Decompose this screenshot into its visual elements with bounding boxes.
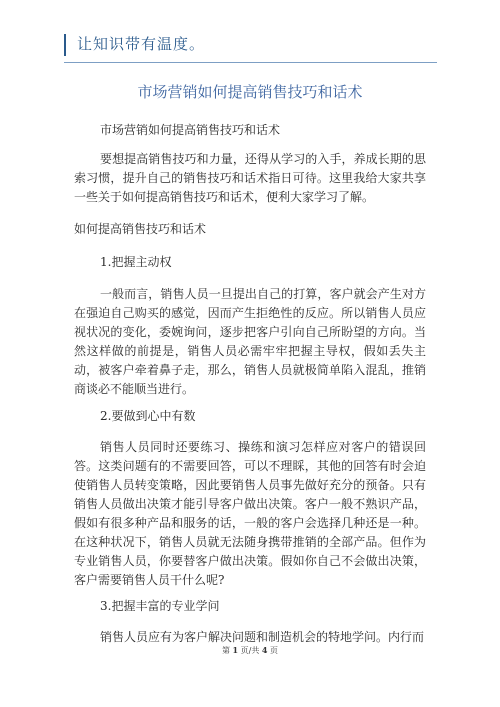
point-2-body: 销售人员同时还要练习、操练和演习怎样应对客户的错误回答。这类问题有的不需要回答，可以不理睬，其他的回答有时会迫使销售人员转变策略，因此要销售人员事先做好充分的预备。只有销售人员做出决策才能引导客户做出决策。客户一般不熟识产品，假如有很多种产品和服务的话，一般的客户会选择几种还是一种。在这种状况下，销售人员就无法随身携带推销的全部产品。但作为专业销售人员，你要替客户做出决策。假如你自己不会做出决策，客户需要销售人员干什么呢? <box>74 440 426 587</box>
footer-suffix: 页 <box>270 646 279 655</box>
page-header <box>0 0 500 64</box>
point-1-heading: 1.把握主动权 <box>100 255 172 269</box>
point-2-heading: 2.要做到心中有数 <box>100 409 196 423</box>
header-slogan: 让知识带有温度。 <box>77 35 206 53</box>
header-divider <box>64 62 437 63</box>
section-heading: 如何提高销售技巧和话术 <box>74 222 207 236</box>
point-3-body: 销售人员应有为客户解决问题和制造机会的特地学问。内行而 <box>100 630 425 644</box>
footer-page-number: 1 <box>232 645 239 655</box>
point-3-heading: 3.把握丰富的专业学问 <box>100 599 220 613</box>
page-footer <box>0 645 500 656</box>
footer-middle: 页/共 <box>240 646 260 655</box>
document-subtitle: 市场营销如何提高销售技巧和话术 <box>100 123 281 137</box>
document-title: 市场营销如何提高销售技巧和话术 <box>137 83 363 101</box>
header-accent-bar <box>64 34 66 56</box>
point-1-body: 一般而言，销售人员一旦提出自己的打算，客户就会产生对方在强迫自己购买的感觉，因而产生拒绝性的反应。所以销售人员应视状况的变化，委婉询问，逐步把客户引向自己所盼望的方向。当然这样做的前提是，销售人员必需牢牢把握主导权，假如丢失主动，被客户牵着鼻子走，那么，销售人员就极简单陷入混乱，推销商谈必不能顺当进行。 <box>74 287 426 396</box>
footer-total-pages: 4 <box>261 645 268 655</box>
footer-prefix: 第 <box>221 646 230 655</box>
intro-paragraph: 要想提高销售技巧和力量，还得从学习的入手，养成长期的思索习惯，提升自己的销售技巧和话术指日可待。这里我给大家共享一些关于如何提高销售技巧和话术，便利大家学习了解。 <box>74 152 426 204</box>
